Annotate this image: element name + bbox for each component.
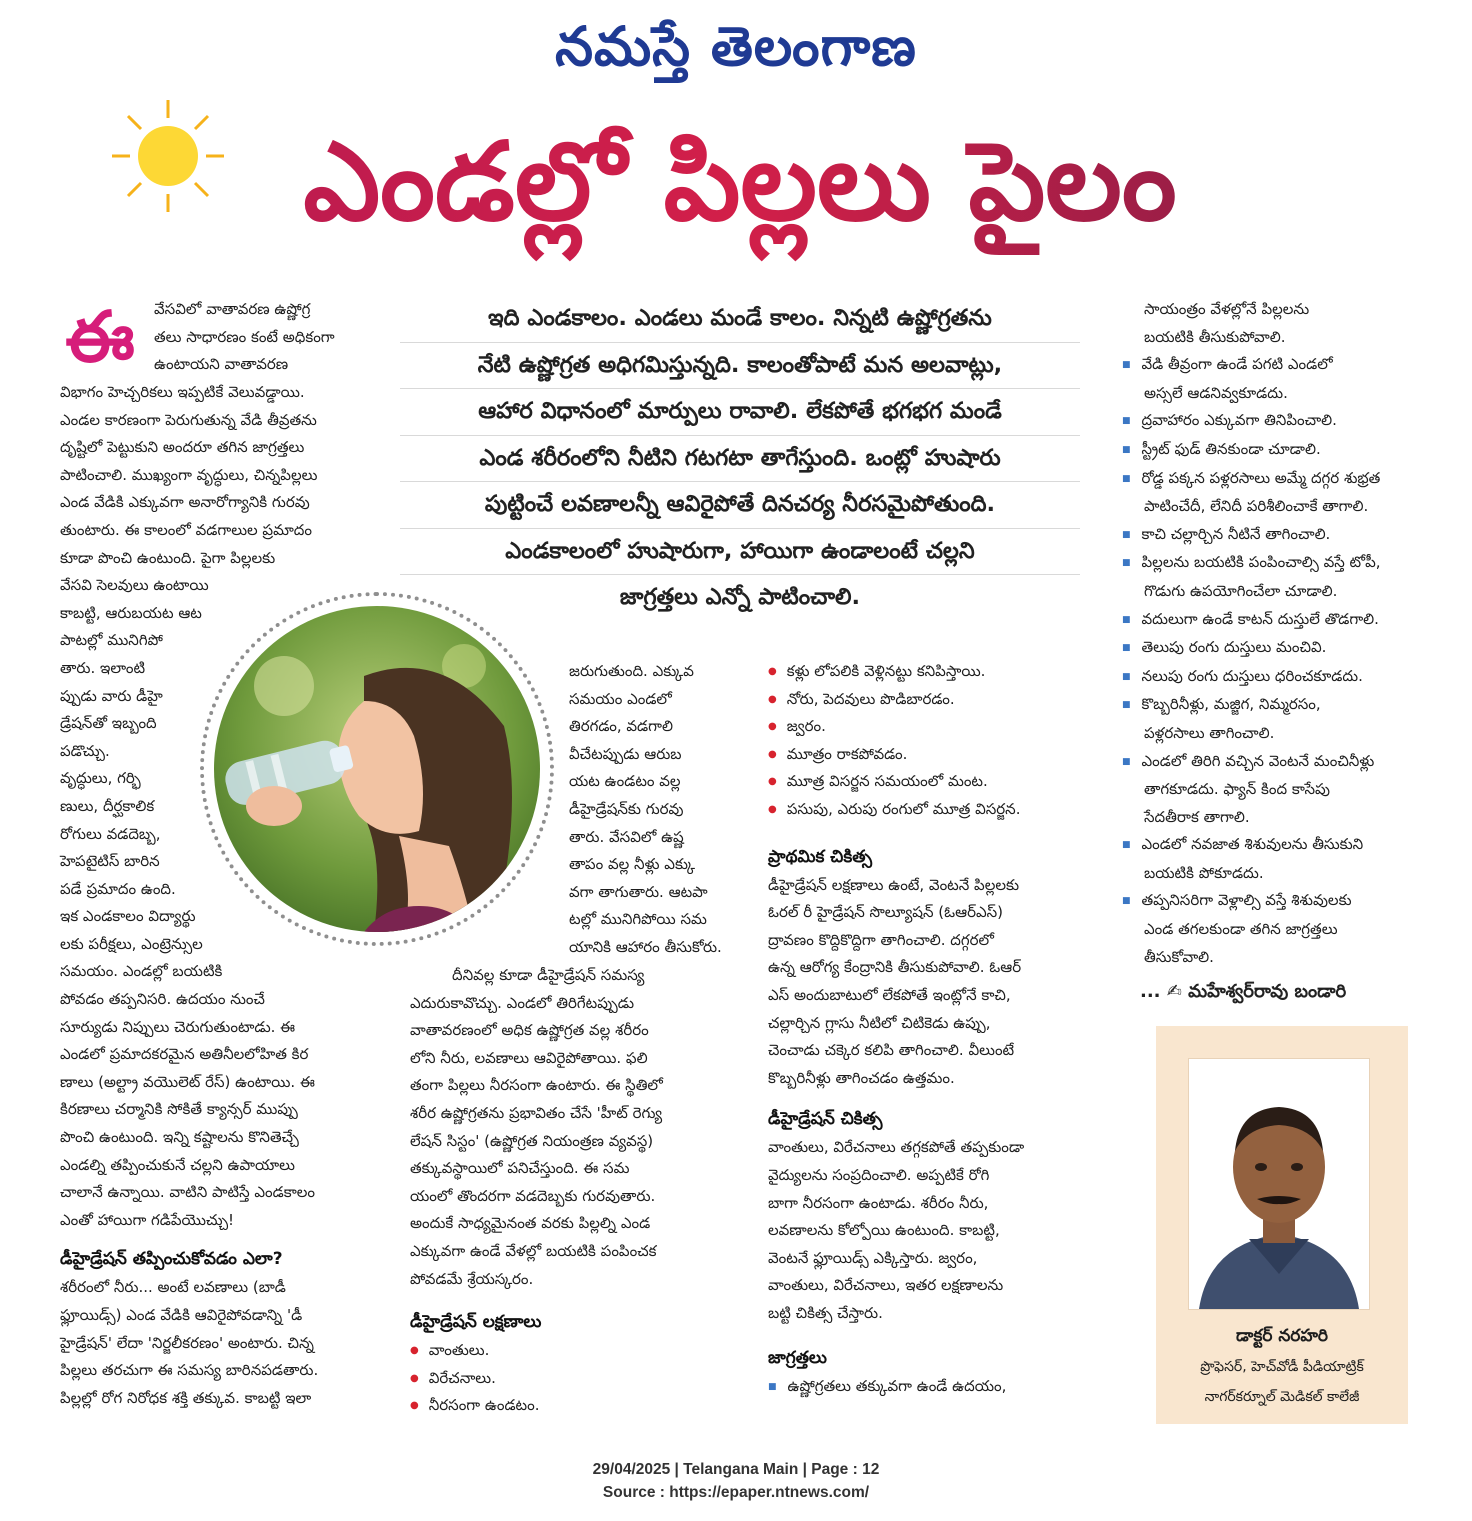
precaution-item: ■ స్ట్రీట్ ఫుడ్ తినకుండా చూడాలి. — [1122, 436, 1381, 465]
text-line: తిరగడం, వడగాలి — [569, 717, 673, 736]
text-line: పోవడమే శ్రేయస్కరం. — [410, 1269, 534, 1288]
symptom-item: ● పసుపు, ఎరుపు రంగులో మూత్ర విసర్జన. — [768, 796, 1024, 824]
symptom-item: ● నోరు, పెదవులు పొడిబారడం. — [768, 686, 1024, 714]
text-line: వెంటనే ఫ్లూయిడ్స్ ఎక్కిస్తారు. జ్వరం, — [768, 1248, 978, 1267]
text-line: ఫ్లూయిడ్స్) ఎండ వేడికి ఆవిరైపోవడాన్ని 'డీ — [60, 1306, 303, 1324]
text-line: పళ్లరసాలు తాగించాలి. — [1144, 723, 1275, 742]
precaution-item: ■ ఎండలో తిరిగి వచ్చిన వెంటనే మంచినీళ్లు — [1122, 748, 1381, 777]
text-line: బయటికి పోకూడదు. — [1144, 863, 1264, 882]
column-3 — [768, 658, 1024, 1402]
standfirst-line: ఆహార విధానంలో మార్పులు రావాలి. లేకపోతే భగభగ మండే — [400, 389, 1080, 436]
byline: ... ✍ మహేశ్వర్‌రావు బండారి — [1140, 981, 1347, 1002]
text-line: వైద్యులను సంప్రదించాలి. అప్పటికే రోగి — [768, 1165, 990, 1184]
subhead-dehydration-symptoms: డీహైడ్రేషన్ లక్షణాలు — [410, 1312, 542, 1333]
doctor-portrait — [1188, 1058, 1370, 1310]
text-line: జరుగుతుంది. ఎక్కువ — [569, 662, 694, 680]
text-line: బట్టి చికిత్స చేస్తారు. — [768, 1303, 883, 1322]
precaution-item: ■ కాచి చల్లార్చిన నీటినే తాగించాలి. — [1122, 521, 1381, 550]
text-line: విభాగం హెచ్చరికలు ఇప్పటికే వెలువడ్డాయి. — [60, 383, 305, 401]
text-line: తాగకూడదు. ఫ్యాన్ కింద కాసేపు — [1144, 780, 1330, 799]
doctor-name: డాక్టర్ నరహరి — [1236, 1326, 1328, 1346]
text-line: ఓరల్ రీ హైడ్రేషన్ సొల్యూషన్ (ఓఆర్ఎస్) — [768, 903, 1004, 922]
precaution-item: ■ నలుపు రంగు దుస్తులు ధరించకూడదు. — [1122, 663, 1381, 692]
precaution-item: ■ ఎండలో నవజాత శిశువులను తీసుకుని — [1122, 831, 1381, 860]
text-line: ఎదురుకావొచ్చు. ఎండలో తిరిగేటప్పుడు — [410, 993, 635, 1012]
text-line: తాపం వల్ల నీళ్లు ఎక్కు — [569, 855, 695, 874]
precaution-item: ■ కొబ్బరినీళ్లు, మజ్జిగ, నిమ్మరసం, — [1122, 691, 1381, 720]
text-line: సాయంత్రం వేళల్లోనే పిల్లలను — [1144, 300, 1310, 318]
text-line: బయటికి తీసుకుపోవాలి. — [1144, 327, 1286, 346]
text-line: లేషన్ సిస్టం' (ఉష్ణోగ్రత నియంత్రణ వ్యవస్థ) — [410, 1131, 654, 1150]
text-line: ఉంటాయని వాతావరణ — [154, 355, 289, 374]
text-line: పోవడం తప్పనిసరి. ఉదయం నుంచే — [60, 990, 265, 1009]
doctor-title — [1156, 1352, 1408, 1412]
text-line: ఎక్కువగా ఉండే వేళల్లో బయటికి పంపించక — [410, 1241, 657, 1260]
doctor-designation: ప్రొఫెసర్, హెచ్‌వోడీ పీడియాట్రిక్ — [1200, 1359, 1364, 1375]
text-line: సమయం. ఎండల్లో బయటికి — [60, 962, 223, 981]
symptom-item: ● కళ్లు లోపలికి వెళ్లినట్టు కనిపిస్తాయి. — [768, 658, 1024, 686]
precaution-item: ■ తెలుపు రంగు దుస్తులు మంచివి. — [1122, 634, 1381, 663]
precaution-item: ■ ద్రవాహారం ఎక్కువగా తినిపించాలి. — [1122, 407, 1381, 436]
column-4 — [1122, 296, 1381, 971]
text-line: శరీర ఉష్ణోగ్రతను ప్రభావితం చేసే 'హీట్ రెగ్యు — [410, 1103, 663, 1122]
text-line: తలు సాధారణం కంటే అధికంగా — [154, 327, 335, 346]
text-line: యట ఉండటం వల్ల — [569, 772, 681, 791]
text-line: వృద్ధులు, గర్భి — [60, 769, 141, 788]
text-line: డీహైడ్రేషన్ లక్షణాలు ఉంటే, వెంటనే పిల్లలకు — [768, 875, 1020, 894]
text-line: ప్పుడు వారు డీహై — [60, 686, 163, 705]
text-line: అందుకే సాధ్యమైనంత వరకు పిల్లల్ని ఎండ — [410, 1214, 651, 1233]
column-1-top — [154, 296, 335, 379]
symptom-item: ● నీరసంగా ఉండటం. — [410, 1392, 663, 1420]
text-line: ఎంతో హాయిగా గడిపేయొచ్చు! — [60, 1210, 235, 1229]
text-line: ఉన్న ఆరోగ్య కేంద్రానికి తీసుకుపోవాలి. ఓఆర్ — [768, 958, 1022, 977]
text-line: లవణాలను కోల్పోయి ఉంటుంది. కాబట్టి, — [768, 1221, 1000, 1240]
doctor-college: నాగర్‌కర్నూల్ మెడికల్ కాలేజీ — [1204, 1389, 1360, 1405]
text-line: కిరణాలు చర్మానికి సోకితే క్యాన్సర్ ముప్పు — [60, 1100, 298, 1119]
text-line: పాటల్లో మునిగిపో — [60, 631, 163, 650]
text-line: రోగులు వడదెబ్బ, — [60, 824, 161, 843]
drop-cap: ఈ — [65, 296, 135, 378]
precaution-item: ■ వేడి తీవ్రంగా ఉండే పగటి ఎండలో — [1122, 351, 1381, 380]
text-line: యానికి ఆహారం తీసుకోరు. — [569, 937, 722, 956]
text-line: ఎండ తగలకుండా తగిన జాగ్రత్తలు — [1144, 920, 1338, 939]
text-line: డ్రేషన్‌తో ఇబ్బంది — [60, 714, 157, 733]
masthead: నమస్తే తెలంగాణ — [555, 14, 917, 78]
text-line: లోని నీరు, లవణాలు ఆవిరైపోతాయి. ఫలి — [410, 1048, 648, 1067]
symptom-item: ● వాంతులు. — [410, 1337, 663, 1365]
text-line: వాంతులు, విరేచనాలు, ఇతర లక్షణాలను — [768, 1276, 1004, 1295]
text-line: హెపటైటిస్ బారిన — [60, 852, 160, 871]
text-line: పడే ప్రమాదం ఉంది. — [60, 879, 176, 898]
standfirst-line: ఎండకాలంలో హుషారుగా, హాయిగా ఉండాలంటే చల్లని — [400, 529, 1080, 576]
text-line: యంలో తొందరగా వడదెబ్బకు గురవుతారు. — [410, 1186, 656, 1205]
text-line: ద్రావణం కొద్దికొద్దిగా తాగించాలి. దగ్గరలో — [768, 930, 994, 949]
edition-info: 29/04/2025 | Telangana Main | Page : 12 — [592, 1461, 880, 1478]
subhead-precautions: జాగ్రత్తలు — [768, 1348, 827, 1369]
text-line: వాతావరణంలో అధిక ఉష్ణోగ్రత వల్ల శరీరం — [410, 1021, 649, 1040]
text-line: చల్లార్చిన గ్లాసు నీటిలో చిటికెడు ఉప్పు, — [768, 1013, 991, 1032]
column-2-top — [569, 658, 722, 962]
text-line: ఇక ఎండకాలం విద్యార్థు — [60, 907, 196, 926]
standfirst-line: జాగ్రత్తలు ఎన్నో పాటించాలి. — [619, 584, 861, 610]
text-line: తీసుకోవాలి. — [1144, 947, 1214, 966]
girl-drinking-water-photo — [214, 606, 540, 932]
precaution-item: ■ వదులుగా ఉండే కాటన్ దుస్తులే తొడగాలి. — [1122, 606, 1381, 635]
symptom-item: ● జ్వరం. — [768, 713, 1024, 741]
text-line: సమయం ఎండలో — [569, 689, 672, 708]
precaution-item: ■ ఉష్ణోగ్రతలు తక్కువగా ఉండే ఉదయం, — [768, 1373, 1024, 1402]
page-footer — [0, 1458, 1472, 1504]
text-line: తారు. ఇలాంటి — [60, 658, 146, 677]
text-line: పడొచ్చు. — [60, 741, 110, 760]
text-line: దృష్టిలో పెట్టుకుని అందరూ తగిన జాగ్రత్తలు — [60, 438, 305, 457]
text-line: పాటించేదీ, లేనిదీ పరిశీలించాకే తాగాలి. — [1144, 497, 1369, 516]
text-line: సేదతీరాక తాగాలి. — [1144, 807, 1250, 826]
symptom-item: ● మూత్రం రాకపోవడం. — [768, 741, 1024, 769]
subhead-dehydration-prevention: డీహైడ్రేషన్ తప్పించుకోవడం ఎలా? — [60, 1249, 283, 1270]
symptom-item: ● విరేచనాలు. — [410, 1365, 663, 1393]
text-line: ఎస్ అందుబాటులో లేకపోతే ఇంట్లోనే కాచి, — [768, 985, 1011, 1004]
text-line: గొడుగు ఉపయోగించేలా చూడాలి. — [1144, 581, 1338, 600]
text-line: ఎండ వేడికి ఎక్కువగా అనారోగ్యానికి గురవు — [60, 493, 310, 512]
text-line: పిల్లల్లో రోగ నిరోధక శక్తి తక్కువ. కాబట్టి ఇలా — [60, 1388, 312, 1407]
text-line: వగా తాగుతారు. ఆటపా — [569, 882, 708, 901]
text-line: శరీరంలో నీరు... అంటే లవణాలు (బాడీ — [60, 1278, 286, 1297]
text-line: వేసవిలో వాతావరణ ఉష్ణోగ్ర — [154, 300, 311, 318]
text-line: కొబ్బరినీళ్లు తాగించడం ఉత్తమం. — [768, 1068, 955, 1087]
text-line: డీహైడ్రేషన్‌కు గురవు — [569, 799, 684, 818]
text-line: ణాలు (అల్ట్రా వయొలెట్ రేస్) ఉంటాయి. ఈ — [60, 1072, 315, 1091]
text-line: చెంచాడు చక్కెర కలిపి తాగించాలి. వీలుంటే — [768, 1041, 1015, 1060]
text-line: చాలానే ఉన్నాయి. వాటిని పాటిస్తే ఎండకాలం — [60, 1183, 315, 1202]
text-line: పాటించాలి. ముఖ్యంగా వృద్ధులు, చిన్నపిల్లలు — [60, 465, 318, 484]
text-line: తంగా పిల్లలు నీరసంగా ఉంటారు. ఈ స్థితిలో — [410, 1076, 663, 1095]
column-2-body — [410, 962, 663, 1420]
text-line: టల్లో మునిగిపోయి సమ — [569, 910, 707, 929]
text-line: తక్కువస్థాయిలో పనిచేస్తుంది. ఈ సమ — [410, 1159, 630, 1178]
precaution-item: ■ రోడ్డ పక్కన పళ్లరసాలు అమ్మే దగ్గర శుభ్రత — [1122, 465, 1381, 494]
text-line: ఎండల్ని తప్పించుకునే చల్లని ఉపాయాలు — [60, 1155, 295, 1174]
precaution-item: ■ తప్పనిసరిగా వెళ్లాల్సి వస్తే శిశువులకు — [1122, 887, 1381, 916]
standfirst-line: ఇది ఎండకాలం. ఎండలు మండే కాలం. నిన్నటి ఉష్ణోగ్రతను — [400, 296, 1080, 343]
text-line: వేసవి సెలవులు ఉంటాయి — [60, 576, 209, 595]
symptom-item: ● మూత్ర విసర్జన సమయంలో మంట. — [768, 768, 1024, 796]
text-line: వాంతులు, విరేచనాలు తగ్గకపోతే తప్పకుండా — [768, 1138, 1025, 1157]
text-line: తుంటారు. ఈ కాలంలో వడగాలుల ప్రమాదం — [60, 520, 312, 539]
text-line: దీనివల్ల కూడా డీహైడ్రేషన్ సమస్య — [452, 966, 645, 984]
text-line: కూడా పొంచి ఉంటుంది. పైగా పిల్లలకు — [60, 548, 276, 567]
standfirst-line: పుట్టించే లవణాలన్నీ ఆవిరైపోతే దినచర్య నీరసమైపోతుంది. — [400, 482, 1080, 529]
text-line: తారు. వేసవిలో ఉష్ణ — [569, 827, 684, 846]
text-line: సూర్యుడు నిప్పులు చెరుగుతుంటాడు. ఈ — [60, 1017, 296, 1036]
text-line: పొంచి ఉంటుంది. ఇన్ని కష్టాలను కొనితెచ్చే — [60, 1128, 299, 1147]
standfirst-line: ఎండ శరీరంలోని నీటిని గటగటా తాగేస్తుంది. ఒంట్లో హుషారు — [400, 436, 1080, 483]
subhead-first-aid: ప్రాథమిక చికిత్స — [768, 846, 872, 867]
standfirst — [400, 296, 1080, 621]
text-line: ఎండల కారణంగా పెరుగుతున్న వేడి తీవ్రతను — [60, 410, 317, 429]
text-line: హైడ్రేషన్' లేదా 'నిర్జలీకరణం' అంటారు. చిన్న — [60, 1333, 314, 1352]
text-line: అస్సలే ఆడనివ్వకూడదు. — [1144, 383, 1288, 402]
text-line: కాబట్టి, ఆరుబయట ఆట — [60, 603, 202, 622]
text-line: వీచేటప్పుడు ఆరుబ — [569, 744, 682, 763]
text-line: పిల్లలు తరచుగా ఈ సమస్య బారినపడతారు. — [60, 1361, 319, 1380]
text-line: ణులు, దీర్ఘకాలిక — [60, 796, 155, 815]
source-url: Source : https://epaper.ntnews.com/ — [602, 1484, 870, 1501]
text-line: బాగా నీరసంగా ఉంటాడు. శరీరం నీరు, — [768, 1193, 989, 1212]
subhead-dehydration-treatment: డీహైడ్రేషన్ చికిత్స — [768, 1109, 883, 1130]
headline: ఎండల్లో పిల్లలు పైలం — [40, 88, 1440, 278]
precaution-item: ■ పిల్లలను బయటికి పంపించాల్సి వస్తే టోపీ, — [1122, 549, 1381, 578]
text-line: ఎండలో ప్రమాదకరమైన అతినీలలోహిత కిర — [60, 1045, 309, 1064]
standfirst-line: నేటి ఉష్ణోగ్రత అధిగమిస్తున్నది. కాలంతోపాటే మన అలవాట్లు, — [400, 343, 1080, 390]
text-line: లకు పరీక్షలు, ఎంట్రెన్సుల — [60, 934, 203, 953]
